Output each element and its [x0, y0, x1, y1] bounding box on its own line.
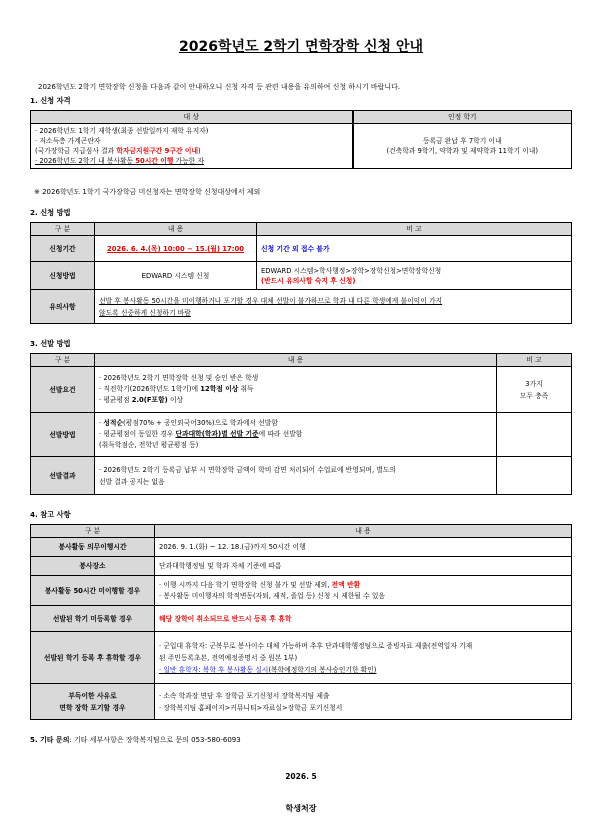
- section-5-heading: 5. 기타 문의: [30, 736, 70, 744]
- semester-line: 등록금 완납 후 7학기 이내: [422, 137, 502, 145]
- caution-line: 선발 후 봉사활동 50시간을 미이행하거나 포기할 경우 대체 선발이 불가하므로 학과 내 다른 학생에게 불이익이 가지: [99, 296, 443, 305]
- give-up-line: · 소속 학과장 면담 후 장학금 포기신청서 장학복지팀 제출: [159, 691, 330, 700]
- eligibility-table: [30, 110, 572, 169]
- label-line: 부득이한 사유로: [68, 691, 117, 700]
- row-label-service-place: 봉사장소: [31, 557, 155, 576]
- result-line: 선발 결과 공지는 없음: [99, 477, 165, 486]
- method-line: · 성적순(평점70% + 공인외국어30%)으로 학과에서 선발함: [99, 419, 278, 427]
- unregistered-text: 해당 장학이 취소되므로 반드시 등록 후 휴학: [155, 606, 572, 632]
- section-2-heading: 2. 신청 방법: [30, 208, 71, 217]
- section-3-heading: 3. 선발 방법: [30, 339, 71, 348]
- col-note: 비 고: [257, 223, 572, 236]
- col-note: 비 고: [497, 354, 572, 367]
- row-label-period: 신청기간: [31, 236, 95, 262]
- eligibility-line: · 저소득층 가계곤란자: [35, 137, 101, 145]
- intro-text: 2026학년도 2학기 면학장학 신청을 다음과 같이 안내하오니 신청 자격 등 관련 내용을 유의하여 신청 하시기 바랍니다.: [38, 83, 401, 91]
- give-up-line: · 장학복지팀 홈페이지>커뮤니티>자료실>장학금 포기신청서: [159, 703, 343, 712]
- col-gubun: 구 분: [31, 354, 95, 367]
- section-5: [30, 735, 241, 745]
- row-label-give-up: [31, 684, 155, 720]
- row-label-result: 선발결과: [31, 457, 95, 495]
- method-note: [257, 262, 572, 290]
- row-label-caution: 유의사항: [31, 290, 95, 324]
- give-up-text: [155, 684, 572, 720]
- row-label-unregistered: 선발된 학기 미등록할 경우: [31, 606, 155, 632]
- eligibility-semester: [353, 124, 572, 169]
- requirement-line: · 2026학년도 2학기 면학장학 신청 및 승인 받은 학생: [99, 374, 259, 382]
- caution-text: [95, 290, 572, 324]
- result-text: [95, 457, 497, 495]
- result-line: · 2026학년도 2학기 등록금 납부 시 면학장학 금액이 학비 감면 처리되어 수업료에 반영되며, 별도의: [99, 465, 396, 474]
- unfulfilled-line: · 이행 시까지 다음 학기 면학장학 신청 불가 및 선발 제외, 전액 반환: [159, 580, 361, 589]
- leave-line: 된 주민등록초본, 전역예정증명서 중 원본 1부): [159, 653, 298, 662]
- note-line: 3가지: [525, 379, 543, 388]
- page-title: 2026학년도 2학기 면학장학 신청 안내: [178, 39, 423, 55]
- section-1-heading: 1. 신청 자격: [30, 96, 71, 105]
- leave-line: · 군입대 휴학자: 군복무로 봉사이수 대체 가능하며 추후 단과대학행정팀으로 증빙자료 제출(전역일자 기재: [159, 641, 473, 650]
- row-label-service-hours: 봉사활동 의무이행시간: [31, 538, 155, 557]
- method-line: (취득학점순, 전학년 평균평점 등): [99, 441, 199, 449]
- signature: 학생처장: [285, 804, 317, 813]
- col-gubun: 구 분: [31, 223, 95, 236]
- eligibility-line: (국가장학금 지급심사 결과 학자금지원구간 9구간 이내): [35, 147, 201, 155]
- unfulfilled-line: · 봉사활동 미이행자의 학적변동(자퇴, 제적, 졸업 등) 신청 시 제한될 수 있음: [159, 591, 385, 600]
- application-period: 2026. 6. 4.(목) 10:00 ~ 15.(월) 17:00: [95, 236, 257, 262]
- eligibility-target: [31, 124, 353, 169]
- col-semester: 인정 학기: [353, 111, 572, 124]
- note-line: 모두 충족: [519, 391, 549, 400]
- eligibility-line: · 2026학년도 1학기 재학생(최종 선발일까지 재학 유지자): [35, 127, 209, 135]
- caution-line: 않도록 신중하게 신청하기 바람: [99, 308, 191, 317]
- eligibility-note: ※ 2026학년도 1학기 국가장학금 미신청자는 면학장학 신청대상에서 제외: [34, 188, 261, 196]
- row-label-leave: 선발된 학기 등록 후 휴학할 경우: [31, 632, 155, 684]
- selection-method-text: [95, 413, 497, 457]
- leave-text: [155, 632, 572, 684]
- service-hours: 2026. 9. 1.(화) ~ 12. 18.(금)까지 50시간 이행: [155, 538, 572, 557]
- requirements-text: [95, 367, 497, 413]
- method-path: EDWARD 시스템>학사행정>장학>장학신청>면학장학신청: [261, 266, 442, 275]
- contact-text: : 기타 세부사항은 장학복지팀으로 문의 053-580-6093: [69, 736, 241, 744]
- col-target: 대 상: [31, 111, 353, 124]
- eligibility-line: · 2026학년도 2학기 내 봉사활동 50시간 이행 가능한 자: [35, 157, 204, 165]
- method-line: · 평균평점이 동일한 경우 단과대학(학과)별 선발 기준에 따라 선발함: [99, 430, 303, 438]
- row-label-method: 선발방법: [31, 413, 95, 457]
- col-gubun: 구 분: [31, 525, 155, 538]
- col-content: 내 용: [95, 354, 497, 367]
- method-warning: (반드시 유의사항 숙지 후 신청): [261, 276, 356, 285]
- selection-table: [30, 353, 572, 495]
- label-line: 면학 장학 포기할 경우: [59, 703, 126, 712]
- application-table: [30, 222, 572, 324]
- row-label-method: 신청방법: [31, 262, 95, 290]
- semester-line: (건축학과 9학기, 약학과 및 제약학과 11학기 이내): [386, 147, 539, 155]
- row-label-unfulfilled: 봉사활동 50시간 미이행할 경우: [31, 576, 155, 606]
- requirements-note: [497, 367, 572, 413]
- unfulfilled-text: [155, 576, 572, 606]
- row-label-requirements: 선발요건: [31, 367, 95, 413]
- section-4-heading: 4. 참고 사항: [30, 510, 71, 519]
- leave-line: · 일반 휴학자: 복학 후 봉사활동 실시(복학예정학기의 봉사승인기한 확인): [159, 665, 377, 674]
- col-content: 내 용: [155, 525, 572, 538]
- reference-table: [30, 524, 572, 720]
- application-method: EDWARD 시스템 신청: [95, 262, 257, 290]
- requirement-line: · 평균평점 2.0(F포함) 이상: [99, 396, 184, 404]
- col-content: 내 용: [95, 223, 257, 236]
- period-note: 신청 기간 외 접수 불가: [257, 236, 572, 262]
- service-place: 단과대학행정팀 및 학과 자체 기준에 따름: [155, 557, 572, 576]
- requirement-line: · 직전학기(2026학년도 1학기)에 12학점 이상 취득: [99, 385, 254, 393]
- issue-date: 2026. 5: [285, 772, 317, 781]
